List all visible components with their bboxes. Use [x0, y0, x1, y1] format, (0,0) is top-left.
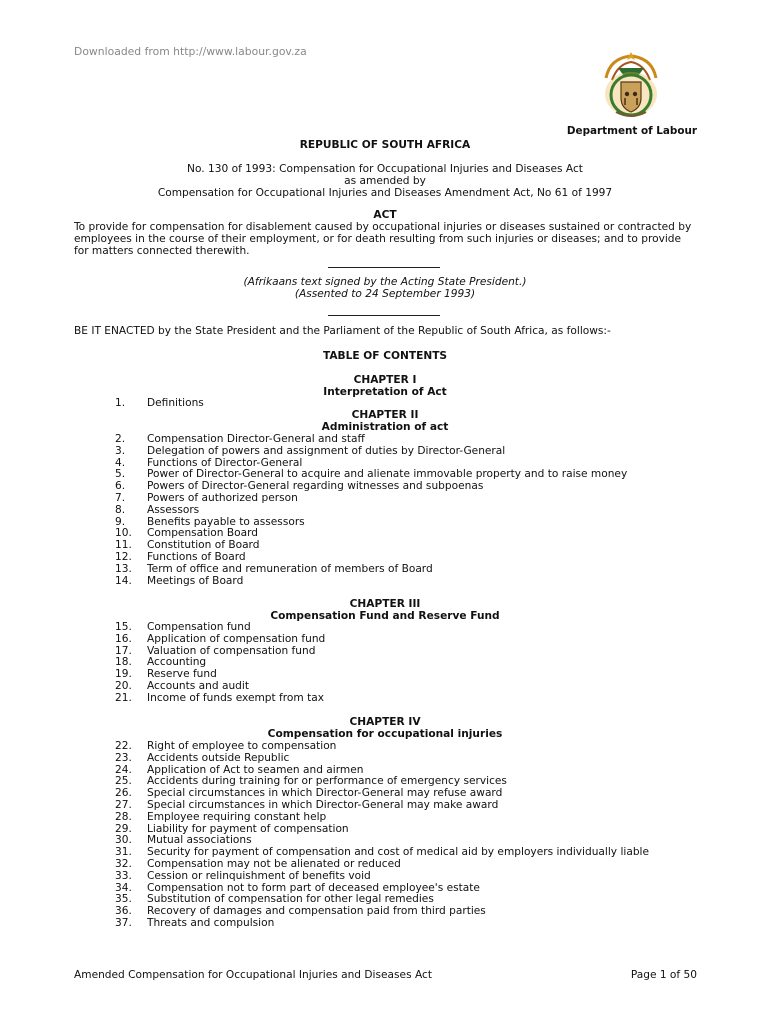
toc-entry	[115, 905, 486, 917]
toc-entry	[115, 516, 305, 528]
section-title: Power of Director-General to acquire and alienate immovable property and to raise money	[147, 468, 628, 481]
toc-entry	[115, 492, 298, 504]
section-title: Threats and compulsion	[147, 917, 275, 929]
toc-entry	[115, 870, 371, 882]
section-number: 21.	[115, 691, 132, 704]
section-number: 26.	[115, 787, 132, 800]
section-number: 15.	[115, 621, 132, 633]
section-title: Benefits payable to assessors	[147, 515, 305, 528]
section-number: 10.	[115, 527, 132, 540]
chapter-label: CHAPTER I	[353, 374, 417, 386]
section-number: 34.	[115, 881, 132, 894]
section-number: 5.	[115, 468, 126, 481]
section-title: Special circumstances in which Director-General may make award	[147, 799, 499, 811]
toc-entry	[115, 645, 315, 657]
coat-of-arms-icon	[598, 50, 664, 122]
chapter-title: Compensation for occupational injuries	[267, 728, 503, 740]
toc-entry	[115, 551, 246, 563]
section-number: 11.	[115, 539, 132, 552]
toc-entry	[115, 397, 204, 409]
act-title-line: No. 130 of 1993: Compensation for Occupational Injuries and Diseases Act	[187, 163, 583, 175]
toc-entry	[115, 457, 302, 469]
assented-note: (Assented to 24 September 1993)	[294, 288, 476, 300]
separator-line	[328, 267, 440, 268]
section-number: 13.	[115, 562, 132, 575]
section-title: Liability for payment of compensation	[147, 822, 349, 835]
section-title: Accidents outside Republic	[147, 751, 290, 764]
page-number: Page 1 of 50	[630, 969, 697, 981]
table-of-contents-heading: TABLE OF CONTENTS	[322, 350, 448, 362]
section-number: 27.	[115, 799, 132, 811]
section-title: Cession or relinquishment of benefits void	[147, 869, 371, 882]
section-title: Income of funds exempt from tax	[147, 691, 324, 704]
section-title: Accounting	[147, 656, 207, 669]
section-title: Recovery of damages and compensation paid from third parties	[147, 905, 486, 918]
section-number: 6.	[115, 480, 126, 493]
section-number: 24.	[115, 763, 132, 776]
toc-entry	[115, 811, 326, 823]
toc-entry	[115, 668, 217, 680]
afrikaans-note: (Afrikaans text signed by the Acting State President.)	[243, 276, 527, 288]
section-title: Compensation Director-General and staff	[147, 433, 365, 445]
section-number: 3.	[115, 444, 126, 457]
section-title: Compensation not to form part of deceased employee's estate	[147, 881, 480, 894]
toc-entry	[115, 445, 505, 457]
section-number: 7.	[115, 492, 126, 504]
toc-entry	[115, 787, 502, 799]
section-title: Compensation Board	[147, 527, 258, 540]
section-number: 23.	[115, 751, 132, 764]
section-title: Security for payment of compensation and cost of medical aid by employers individually liable	[147, 846, 650, 859]
toc-entry	[115, 893, 434, 905]
toc-entry	[115, 680, 249, 692]
chapter-title: Interpretation of Act	[323, 386, 447, 398]
section-title: Accidents during training for or performance of emergency services	[147, 775, 507, 788]
act-title-amended-by: as amended by	[344, 175, 426, 187]
section-number: 20.	[115, 680, 132, 692]
section-number: 25.	[115, 775, 132, 788]
toc-entry	[115, 504, 199, 516]
section-number: 37.	[115, 917, 132, 929]
section-number: 19.	[115, 668, 132, 681]
toc-entry	[115, 775, 507, 787]
toc-entry	[115, 882, 480, 894]
section-title: Application of compensation fund	[147, 632, 326, 645]
section-title: Powers of authorized person	[147, 492, 298, 504]
toc-entry	[115, 527, 258, 539]
section-number: 17.	[115, 644, 132, 657]
chapter-title: Administration of act	[321, 421, 449, 433]
section-number: 9.	[115, 515, 126, 528]
chapter-label: CHAPTER III	[349, 598, 421, 610]
section-title: Compensation may not be alienated or reduced	[147, 858, 401, 870]
toc-entry	[115, 917, 274, 929]
section-number: 32.	[115, 858, 132, 870]
toc-entry	[115, 834, 252, 846]
section-number: 30.	[115, 834, 132, 847]
toc-entry	[115, 656, 206, 668]
section-number: 18.	[115, 656, 132, 669]
section-number: 2.	[115, 433, 126, 445]
section-title: Right of employee to compensation	[147, 740, 337, 752]
section-number: 35.	[115, 893, 132, 906]
section-title: Functions of Director-General	[147, 456, 303, 469]
section-title: Substitution of compensation for other legal remedies	[147, 893, 434, 906]
chapter-title: Compensation Fund and Reserve Fund	[270, 610, 500, 622]
section-title: Delegation of powers and assignment of duties by Director-General	[147, 444, 506, 457]
section-title: Special circumstances in which Director-General may refuse award	[147, 787, 503, 800]
section-title: Employee requiring constant help	[147, 810, 327, 823]
toc-entry	[115, 575, 243, 587]
section-title: Definitions	[147, 397, 204, 409]
toc-entry	[115, 539, 259, 551]
section-number: 14.	[115, 574, 132, 587]
toc-entry	[115, 468, 627, 480]
toc-entry	[115, 799, 498, 811]
section-number: 12.	[115, 551, 132, 563]
section-title: Accounts and audit	[147, 680, 249, 692]
toc-entry	[115, 752, 289, 764]
toc-entry	[115, 764, 363, 776]
section-title: Functions of Board	[147, 551, 246, 563]
section-number: 16.	[115, 632, 132, 645]
section-number: 29.	[115, 822, 132, 835]
section-title: Constitution of Board	[147, 539, 260, 552]
toc-entry	[115, 858, 401, 870]
toc-entry	[115, 740, 336, 752]
section-title: Valuation of compensation fund	[147, 644, 316, 657]
section-title: Application of Act to seamen and airmen	[147, 763, 364, 776]
section-number: 33.	[115, 869, 132, 882]
section-number: 4.	[115, 456, 126, 469]
section-title: Compensation fund	[147, 621, 251, 633]
toc-entry	[115, 846, 649, 858]
toc-entry	[115, 692, 324, 704]
section-number: 28.	[115, 810, 132, 823]
section-number: 36.	[115, 905, 132, 918]
section-number: 8.	[115, 503, 126, 516]
toc-entry	[115, 433, 365, 445]
chapter-label: CHAPTER II	[351, 409, 419, 421]
footer-document-title: Amended Compensation for Occupational Injuries and Diseases Act	[74, 969, 432, 981]
separator-line	[328, 315, 440, 316]
download-source-text: Downloaded from http://www.labour.gov.za	[74, 45, 307, 58]
chapter-label: CHAPTER IV	[349, 716, 421, 728]
republic-heading: REPUBLIC OF SOUTH AFRICA	[299, 139, 471, 151]
enacting-clause: BE IT ENACTED by the State President and the Parliament of the Republic of South Africa, as follows:-	[74, 325, 611, 337]
act-preamble: To provide for compensation for disablement caused by occupational injuries or diseases sustained or contracted by employees in the course of their employment, or for death resulting from such injuries or diseases; and to provide for matters connected therewith.	[74, 221, 692, 257]
toc-entry	[115, 621, 251, 633]
section-number: 22.	[115, 740, 132, 752]
section-number: 1.	[115, 397, 126, 409]
section-title: Meetings of Board	[147, 574, 244, 587]
toc-entry	[115, 480, 483, 492]
section-title: Reserve fund	[147, 668, 217, 681]
department-name: Department of Labour	[566, 125, 697, 137]
section-title: Assessors	[147, 503, 200, 516]
toc-entry	[115, 563, 433, 575]
section-title: Mutual associations	[147, 834, 252, 847]
toc-entry	[115, 823, 349, 835]
toc-entry	[115, 633, 325, 645]
amendment-act-title: Compensation for Occupational Injuries and Diseases Amendment Act, No 61 of 1997	[157, 187, 613, 199]
act-heading: ACT	[373, 209, 397, 221]
section-title: Term of office and remuneration of members of Board	[147, 562, 433, 575]
section-number: 31.	[115, 846, 132, 859]
section-title: Powers of Director-General regarding witnesses and subpoenas	[147, 480, 484, 493]
